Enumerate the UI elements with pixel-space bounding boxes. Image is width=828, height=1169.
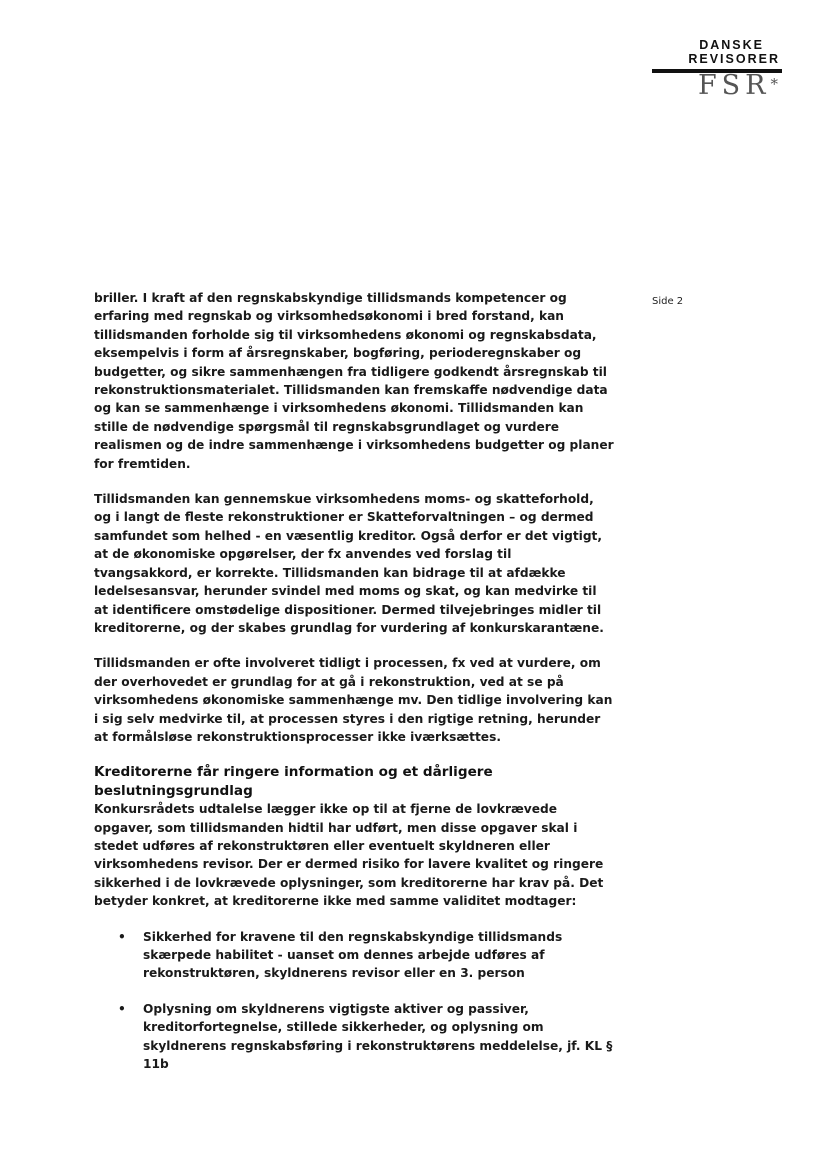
paragraph-2: Tillidsmanden kan gennemskue virksomhedens moms- og skatteforhold, og i langt de fleste rekonstruktioner er Skatteforvaltningen – og dermed samfundet som helhed - en væsentlig kreditor. Også derfor er det vigtigt, at de økonomiske opgørelser, der fx anvendes ved forslag til tvangsakkord, er korrekte. Tillidsmanden kan bidrage til at afdække ledelsesansvar, herunder svindel med moms og skat, og kan medvirke til at identificere omstødelige dispositioner. Dermed tilvejebringes midler til kreditorerne, og der skabes grundlag for vurdering af konkurskarantæne. bbox=[94, 492, 604, 635]
logo-mark bbox=[698, 72, 778, 100]
list-item-text: Oplysning om skyldnerens vigtigste aktiver og passiver, kreditorfortegnelse, stillede sikkerheder, og oplysning om skyldnerens regnskabsføring i rekonstruktørens meddelelse, jf. KL § 11b bbox=[143, 1001, 613, 1072]
logo-mark-text: FSR bbox=[697, 70, 771, 101]
logo-asterisk: * bbox=[770, 75, 778, 93]
section-intro: Konkursrådets udtalelse lægger ikke op til at fjerne de lovkrævede opgaver, som tillidsmanden hidtil har udført, men disse opgaver skal i stedet udføres af rekonstruktøren eller eventuelt skyldneren eller virksomhedens revisor. Der er dermed risiko for lavere kvalitet og ringere sikkerhed i de lovkrævede oplysninger, som kreditorerne har krav på. Det betyder konkret, at kreditorerne ikke med samme validitet modtager: bbox=[94, 802, 604, 909]
list-item bbox=[94, 928, 614, 983]
page-number: Side 2 bbox=[652, 296, 684, 307]
list-item-text: Sikkerhed for kravene til den regnskabskyndige tillidsmands skærpede habilitet - uanset om dennes arbejde udføres af rekonstruktøren, skyldnerens revisor eller en 3. person bbox=[143, 929, 563, 981]
logo-line-danske: DANSKE bbox=[699, 38, 764, 52]
bullet-list bbox=[94, 928, 614, 1074]
document-body bbox=[94, 289, 614, 1090]
bullet-icon: • bbox=[118, 929, 126, 944]
logo-line-revisorer: REVISORER bbox=[688, 52, 780, 66]
fsr-logo bbox=[652, 38, 782, 100]
paragraph-1: briller. I kraft af den regnskabskyndige tillidsmands kompetencer og erfaring med regnskab og virksomhedsøkonomi i bred forstand, kan tillidsmanden forholde sig til virksomhedens økonomi og regnskabsdata, eksempelvis i form af årsregnskaber, bogføring, perioderegnskaber og budgetter, og sikre sammenhængen fra tidligere godkendt årsregnskab til rekonstruktionsmaterialet. Tillidsmanden kan fremskaffe nødvendige data og kan se sammenhænge i virksomhedens økonomi. Tillidsmanden kan stille de nødvendige spørgsmål til regnskabsgrundlaget og vurdere realismen og de indre sammenhænge i virksomhedens budgetter og planer for fremtiden. bbox=[94, 291, 614, 471]
section-heading: Kreditorerne får ringere information og et dårligere beslutningsgrundlag bbox=[94, 764, 493, 799]
bullet-icon: • bbox=[118, 1001, 126, 1016]
paragraph-3: Tillidsmanden er ofte involveret tidligt i processen, fx ved at vurdere, om der overhovedet er grundlag for at gå i rekonstruktion, ved at se på virksomhedens økonomiske sammenhænge mv. Den tidlige involvering kan i sig selv medvirke til, at processen styres i den rigtige retning, herunder at formålsløse rekonstruktionsprocesser ikke iværksættes. bbox=[94, 656, 613, 744]
list-item bbox=[94, 1000, 614, 1074]
